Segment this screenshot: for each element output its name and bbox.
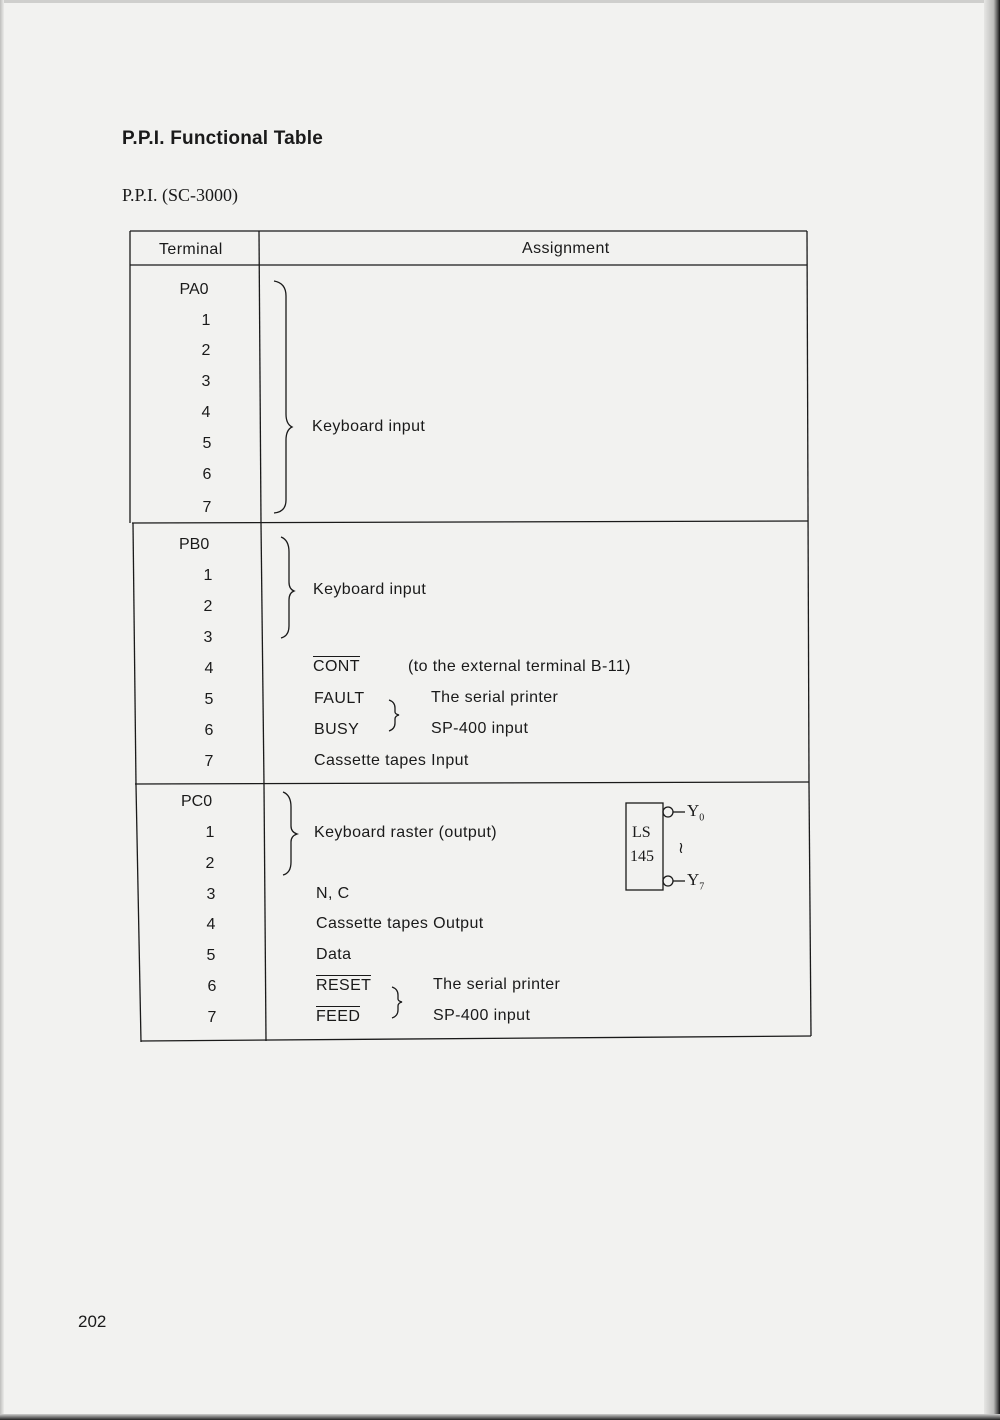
terminal-label: 3 bbox=[203, 629, 213, 646]
ls145-output-y7: $Y_7$ bbox=[687, 870, 705, 893]
terminal-label: 6 bbox=[202, 466, 212, 483]
port-c-cassette-output: Cassette tapes Output bbox=[316, 915, 484, 932]
terminal-label: 4 bbox=[206, 916, 216, 933]
terminal-label: 5 bbox=[202, 435, 212, 452]
terminal-label: 2 bbox=[201, 342, 211, 359]
terminal-label: 5 bbox=[206, 947, 216, 964]
port-a-keyboard-input: Keyboard input bbox=[312, 418, 426, 435]
port-c-reset-signal: RESET bbox=[316, 977, 372, 994]
ls145-symbol bbox=[626, 803, 685, 890]
terminal-label: 2 bbox=[205, 855, 215, 872]
terminal-label: PB0 bbox=[179, 536, 210, 553]
terminal-label: 3 bbox=[206, 886, 216, 903]
ls145-label-line2: 145 bbox=[630, 848, 654, 865]
terminal-label: PA0 bbox=[179, 281, 209, 298]
terminal-label: 5 bbox=[204, 691, 214, 708]
brace-group bbox=[274, 281, 402, 1018]
port-b-cont-signal: CONT bbox=[313, 658, 360, 675]
page-title: P.P.I. Functional Table bbox=[122, 128, 323, 149]
terminal-label: 4 bbox=[201, 404, 211, 421]
column-header-assignment: Assignment bbox=[522, 240, 610, 257]
ls145-range-symbol: ≀ bbox=[678, 840, 684, 857]
page-number: 202 bbox=[78, 1312, 107, 1331]
terminal-label: 4 bbox=[204, 660, 214, 677]
ls145-output-y0: $Y_0$ bbox=[687, 801, 705, 824]
terminal-label: 6 bbox=[207, 978, 217, 995]
terminal-label: 6 bbox=[204, 722, 214, 739]
port-c-printer-line2: SP-400 input bbox=[433, 1007, 531, 1024]
port-c-keyboard-raster: Keyboard raster (output) bbox=[314, 824, 498, 841]
terminal-label: 7 bbox=[202, 499, 212, 516]
page-subtitle: P.P.I. (SC-3000) bbox=[122, 185, 239, 205]
port-b-printer-line1: The serial printer bbox=[431, 689, 559, 706]
port-b-fault-signal: FAULT bbox=[314, 690, 365, 707]
port-b-busy-signal: BUSY bbox=[314, 721, 360, 738]
column-header-terminal: Terminal bbox=[159, 241, 223, 258]
port-c-data: Data bbox=[316, 946, 352, 963]
terminal-label: 7 bbox=[207, 1009, 217, 1026]
brace-port-b-printer bbox=[389, 700, 399, 731]
port-c-feed-signal: FEED bbox=[316, 1008, 361, 1025]
terminal-label: 1 bbox=[205, 824, 215, 841]
terminal-label: 7 bbox=[204, 753, 214, 770]
port-b-cont-note: (to the external terminal B-11) bbox=[408, 658, 631, 675]
port-b-cassette-input: Cassette tapes Input bbox=[314, 752, 469, 769]
port-c-nc: N, C bbox=[316, 885, 350, 902]
port-c-printer-line1: The serial printer bbox=[433, 976, 561, 993]
brace-port-c-printer bbox=[392, 987, 402, 1018]
ls145-label-line1: LS bbox=[632, 824, 651, 841]
terminal-label: 1 bbox=[203, 567, 213, 584]
terminal-label: 2 bbox=[203, 598, 213, 615]
terminal-label: PC0 bbox=[181, 793, 213, 810]
port-b-printer-line2: SP-400 input bbox=[431, 720, 529, 737]
brace-port-c-raster bbox=[283, 792, 297, 875]
brace-port-b-keyboard bbox=[281, 537, 294, 638]
terminal-label: 3 bbox=[201, 373, 211, 390]
terminal-label: 1 bbox=[201, 312, 211, 329]
brace-port-a bbox=[274, 281, 292, 513]
port-b-keyboard-input: Keyboard input bbox=[313, 581, 427, 598]
